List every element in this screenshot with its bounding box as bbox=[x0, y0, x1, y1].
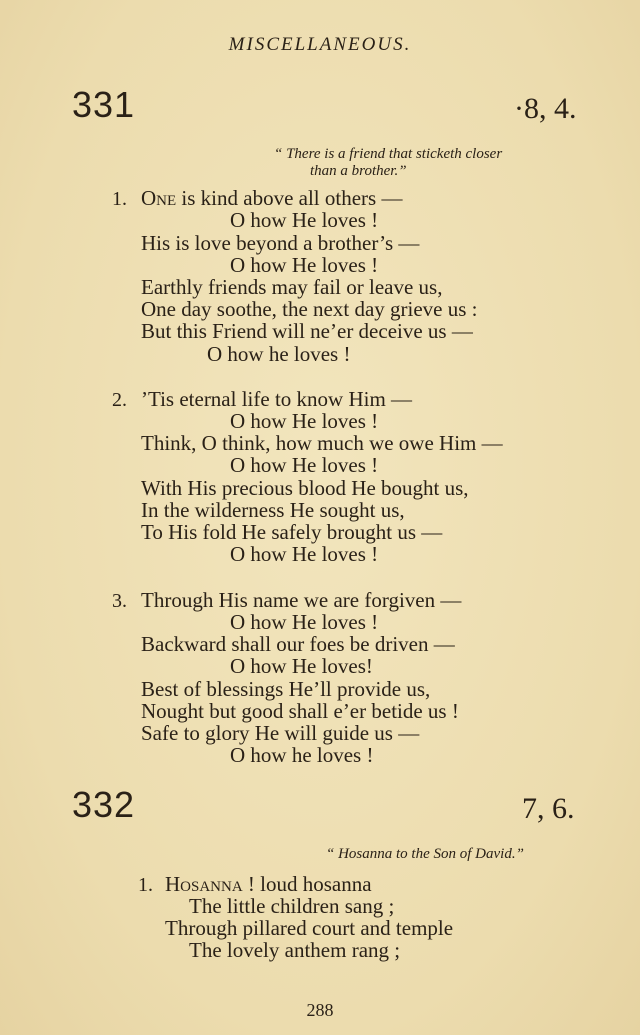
verse-line: Best of blessings He’ll provide us, bbox=[141, 677, 431, 701]
hymn-meter: ·8, 4. bbox=[514, 92, 577, 125]
epigraph-line: “ Hosanna to the Son of David.” bbox=[326, 846, 524, 862]
verse-line: To His fold He safely brought us — bbox=[141, 520, 443, 544]
verse-line: O how he loves ! bbox=[207, 342, 351, 366]
verse-line: Through His name we are forgiven — bbox=[141, 588, 462, 612]
hymn-number: 332 bbox=[72, 784, 136, 825]
hymn-meter: 7, 6. bbox=[522, 792, 575, 825]
verse-line: O how He loves ! bbox=[230, 208, 379, 232]
verse-number: 1. bbox=[138, 874, 153, 896]
verse-number: 3. bbox=[112, 590, 127, 612]
verse-line: O how He loves ! bbox=[230, 409, 379, 433]
verse-line: O how He loves ! bbox=[230, 542, 379, 566]
verse-line: Nought but good shall e’er betide us ! bbox=[141, 699, 459, 723]
running-header: MISCELLANEOUS. bbox=[228, 34, 412, 55]
epigraph-line: “ There is a friend that sticketh closer bbox=[274, 146, 503, 162]
verse-line: Hosanna ! loud hosanna bbox=[165, 872, 372, 896]
verse-line: O how He loves ! bbox=[230, 453, 379, 477]
page-number: 288 bbox=[306, 1000, 334, 1020]
verse-line: With His precious blood He bought us, bbox=[141, 476, 469, 500]
verse-line: One day soothe, the next day grieve us : bbox=[141, 297, 478, 321]
verse-line: ’Tis eternal life to know Him — bbox=[141, 387, 413, 411]
verse-line: Backward shall our foes be driven — bbox=[141, 632, 455, 656]
verse-line: One is kind above all others — bbox=[141, 186, 403, 210]
verse-line: O how he loves ! bbox=[230, 743, 374, 767]
verse-line: His is love beyond a brother’s — bbox=[141, 231, 420, 255]
verse-line: O how He loves ! bbox=[230, 253, 379, 277]
verse-line: O how He loves! bbox=[230, 654, 373, 678]
verse-line: But this Friend will ne’er deceive us — bbox=[141, 319, 473, 343]
epigraph-line: than a brother.” bbox=[310, 163, 407, 179]
verse-line: The little children sang ; bbox=[189, 894, 395, 918]
verse-line: Safe to glory He will guide us — bbox=[141, 721, 420, 745]
hymn-number: 331 bbox=[72, 84, 136, 125]
verse-line: In the wilderness He sought us, bbox=[141, 498, 405, 522]
verse-line: Think, O think, how much we owe Him — bbox=[141, 431, 503, 455]
verse-line: The lovely anthem rang ; bbox=[189, 938, 401, 962]
verse-number: 2. bbox=[112, 389, 127, 411]
verse-number: 1. bbox=[112, 188, 127, 210]
verse-line: O how He loves ! bbox=[230, 610, 379, 634]
verse-line: Earthly friends may fail or leave us, bbox=[141, 275, 443, 299]
verse-line: Through pillared court and temple bbox=[165, 916, 454, 940]
